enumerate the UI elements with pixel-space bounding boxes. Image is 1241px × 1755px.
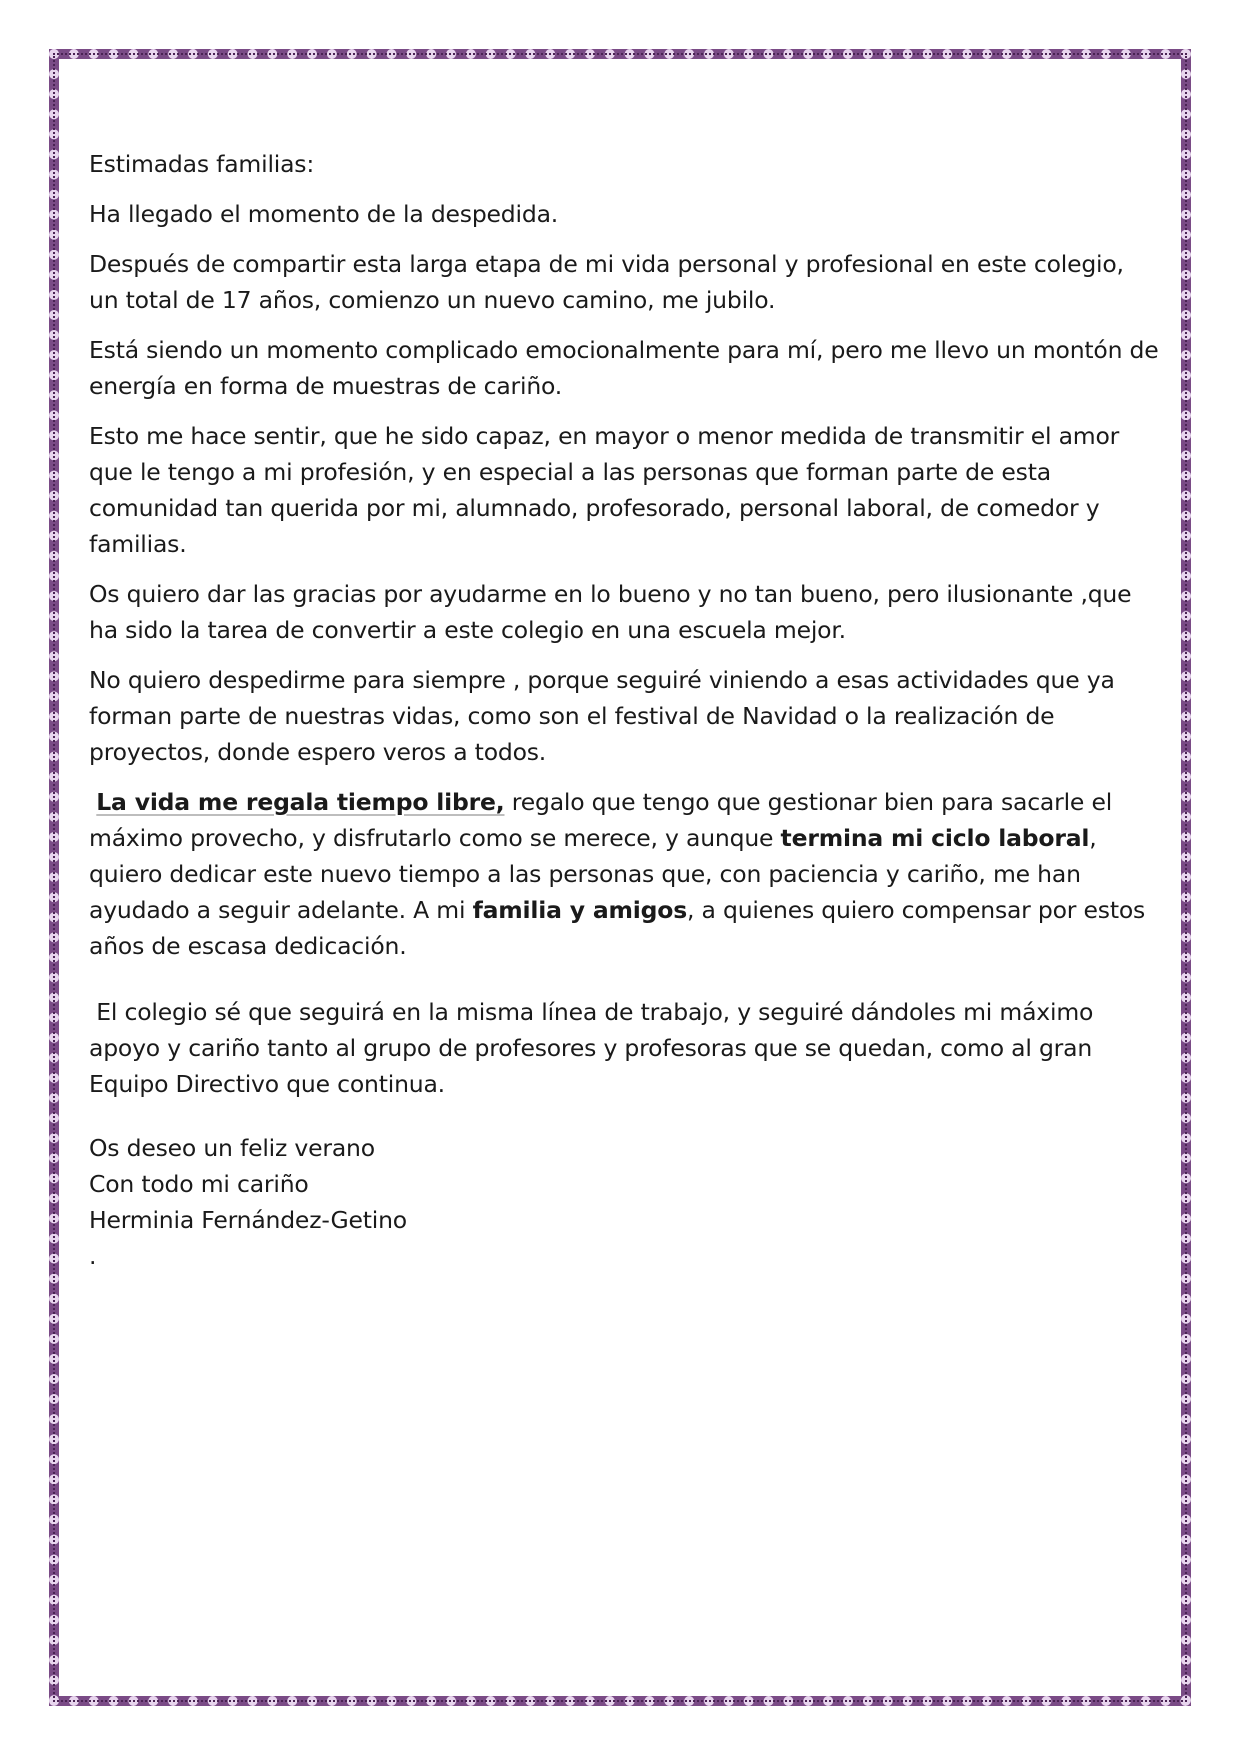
greeting: Estimadas familias: — [89, 150, 315, 178]
family-friends-emphasis: familia y amigos — [472, 896, 688, 924]
paragraph-not-goodbye: No quiero despedirme para siempre , porque seguiré viniendo a esas actividades que ya forman parte de nuestras vidas, como son el festival de Navidad o la realización de proyectos, donde espero veros a todos. — [89, 666, 1115, 766]
paragraph-farewell: Ha llegado el momento de la despedida. — [89, 200, 559, 228]
closing-wish: Os deseo un feliz verano — [89, 1134, 375, 1162]
free-time-text-1: regalo que tengo que gestionar bien para sacarle el máximo provecho, y disfrutarlo como se merece, y aunque — [89, 788, 1113, 852]
paragraph-gratitude-community: Esto me hace sentir, que he sido capaz, en mayor o menor medida de transmitir el amor que le tengo a mi profesión, y en especial a las personas que forman parte de esta comunidad tan querida por mi, alumnado, profesorado, personal laboral, de comedor y familias. — [89, 422, 1120, 558]
signature-name: Herminia Fernández-Getino — [89, 1206, 407, 1234]
trailing-period: . — [89, 1242, 97, 1270]
paragraph-free-time — [89, 784, 1159, 964]
paragraph-thanks: Os quiero dar las gracias por ayudarme en lo bueno y no tan bueno, pero ilusionante ,que ha sido la tarea de convertir a este colegio en una escuela mejor. — [89, 580, 1132, 644]
paragraph-emotions: Está siendo un momento complicado emocionalmente para mí, pero me llevo un montón de energía en forma de muestras de cariño. — [89, 336, 1159, 400]
free-time-text-3: , a quienes quiero compensar por estos años de escasa dedicación. — [89, 896, 1146, 960]
free-time-text-2: , quiero dedicar este nuevo tiempo a las personas que, con paciencia y cariño, me han ayudado a seguir adelante. A mi — [89, 824, 1097, 924]
school-future-text: El colegio sé que seguirá en la misma línea de trabajo, y seguiré dándoles mi máximo apoyo y cariño tanto al grupo de profesores y profesoras que se quedan, como al gran Equipo Directivo que continua. — [89, 998, 1094, 1098]
free-time-emphasis: La vida me regala tiempo libre, — [96, 788, 505, 816]
paragraph-school-future — [89, 994, 1159, 1102]
career-end-emphasis: termina mi ciclo laboral — [780, 824, 1090, 852]
closing-block — [89, 1130, 1159, 1238]
paragraph-retirement: Después de compartir esta larga etapa de mi vida personal y profesional en este colegio, un total de 17 años, comienzo un nuevo camino, me jubilo. — [89, 250, 1124, 314]
letter-body — [89, 146, 1159, 1288]
closing-affection: Con todo mi cariño — [89, 1170, 309, 1198]
